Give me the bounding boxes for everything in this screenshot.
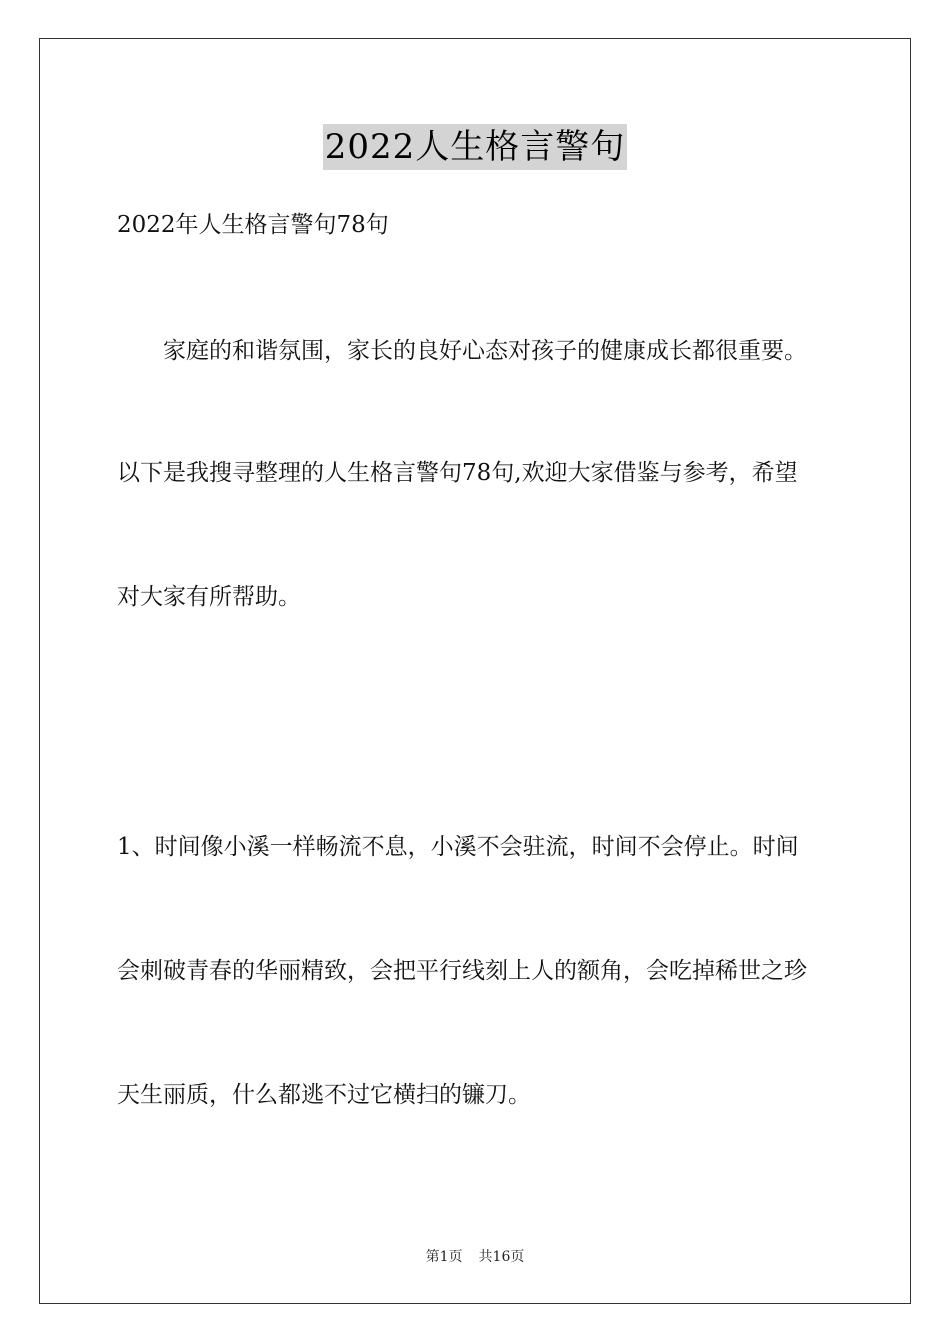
paragraph-line-4: 1、时间像小溪一样畅流不息，小溪不会驻流，时间不会停止。时间 — [117, 834, 799, 860]
title-container — [0, 124, 950, 170]
paragraph-line-6: 天生丽质，什么都逃不过它横扫的镰刀。 — [117, 1082, 531, 1108]
page-total: 共16页 — [478, 1249, 525, 1265]
paragraph-line-2: 以下是我搜寻整理的人生格言警句78句,欢迎大家借鉴与参考，希望 — [117, 460, 798, 486]
paragraph-line-3: 对大家有所帮助。 — [117, 584, 301, 610]
page-footer — [0, 1248, 950, 1266]
paragraph-line-5: 会刺破青春的华丽精致，会把平行线刻上人的额角，会吃掉稀世之珍 — [117, 958, 807, 984]
page-number: 第1页 — [425, 1249, 463, 1265]
paragraph-line-1: 家庭的和谐氛围，家长的良好心态对孩子的健康成长都很重要。 — [117, 338, 807, 364]
document-title: 2022人生格言警句 — [323, 124, 628, 170]
document-subtitle: 2022年人生格言警句78句 — [117, 212, 389, 238]
